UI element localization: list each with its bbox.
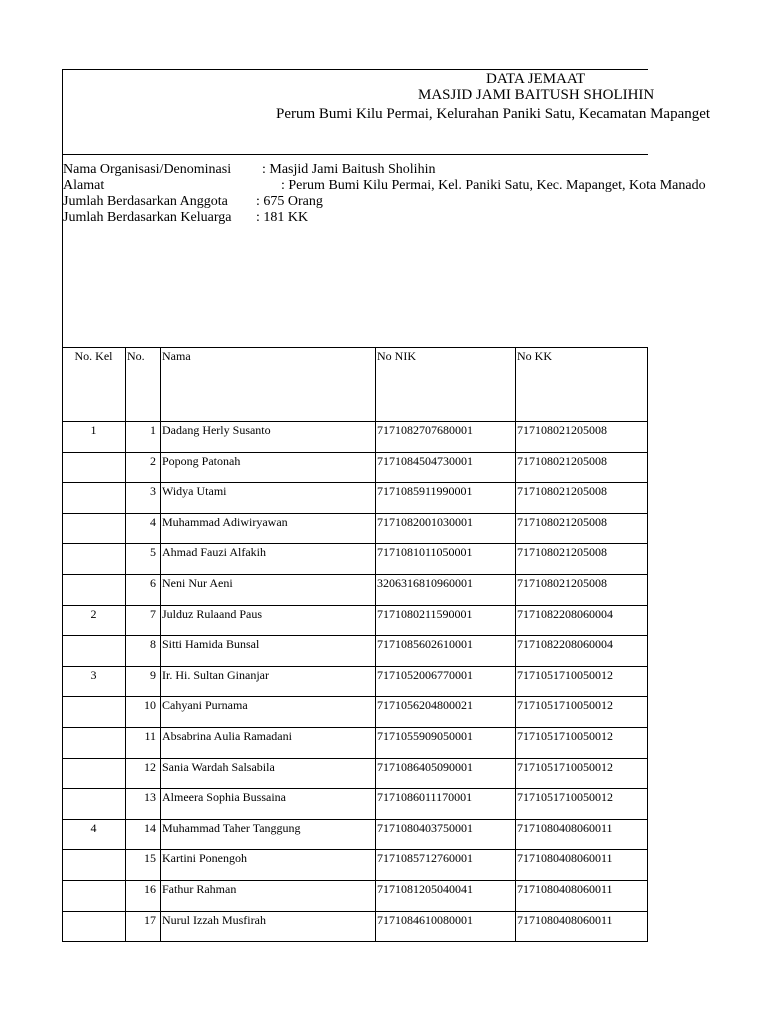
row-kk: 7171051710050012 <box>517 729 613 743</box>
document-title-block <box>62 70 711 154</box>
row-nama: Dadang Herly Susanto <box>162 423 271 437</box>
row-kk: 717108021205008 <box>517 515 607 529</box>
row-nama: Sitti Hamida Bunsal <box>162 637 260 651</box>
table-row-border <box>62 635 648 636</box>
org-label: Nama Organisasi/Denominasi <box>63 162 232 177</box>
row-nik: 7171056204800021 <box>377 698 473 712</box>
row-no-kel: 1 <box>90 423 97 437</box>
table-row-border <box>62 605 648 606</box>
row-nama: Neni Nur Aeni <box>162 576 233 590</box>
row-kk: 7171082208060004 <box>517 607 613 621</box>
table-row-border <box>62 666 648 667</box>
row-nama: Muhammad Taher Tanggung <box>162 821 301 835</box>
header-nik: No NIK <box>377 349 416 363</box>
row-no: 17 <box>144 913 156 927</box>
row-no: 10 <box>144 698 156 712</box>
row-nama: Nurul Izzah Musfirah <box>162 913 266 927</box>
row-nik: 7171085602610001 <box>377 637 473 651</box>
table-column-border <box>515 347 516 942</box>
row-no: 16 <box>144 882 156 896</box>
header-no-kel: No. Kel <box>74 349 113 363</box>
table-row-border <box>62 788 648 789</box>
families-value: : 181 KK <box>256 210 309 225</box>
row-nama: Muhammad Adiwiryawan <box>162 515 288 529</box>
table-top-border <box>62 347 648 348</box>
table-row-border <box>62 513 648 514</box>
row-nama: Almeera Sophia Bussaina <box>162 790 286 804</box>
header-kk: No KK <box>517 349 552 363</box>
row-nik: 7171086405090001 <box>377 760 473 774</box>
row-kk: 717108021205008 <box>517 423 607 437</box>
table-row-border <box>62 543 648 544</box>
row-kk: 7171080408060011 <box>517 913 613 927</box>
row-nik: 7171081205040041 <box>377 882 473 896</box>
row-no: 11 <box>144 729 156 743</box>
row-nama: Absabrina Aulia Ramadani <box>162 729 292 743</box>
row-nama: Cahyani Purnama <box>162 698 248 712</box>
address-value: : Perum Bumi Kilu Permai, Kel. Paniki Satu, Kec. Mapanget, Kota Manado <box>281 178 706 193</box>
table-row-border <box>62 696 648 697</box>
row-no: 8 <box>150 637 156 651</box>
row-nama: Kartini Ponengoh <box>162 851 247 865</box>
row-kk: 7171080408060011 <box>517 882 613 896</box>
table-row-border <box>62 482 648 483</box>
row-nama: Sania Wardah Salsabila <box>162 760 275 774</box>
table-row-border <box>62 727 648 728</box>
members-label: Jumlah Berdasarkan Anggota <box>63 194 228 209</box>
row-nik: 3206316810960001 <box>377 576 473 590</box>
row-no-kel: 4 <box>90 821 97 835</box>
row-kk: 717108021205008 <box>517 576 607 590</box>
row-nik: 7171084504730001 <box>377 454 473 468</box>
table-column-border <box>160 347 161 942</box>
org-value: : Masjid Jami Baitush Sholihin <box>262 162 436 177</box>
table-row-border <box>62 849 648 850</box>
row-nik: 7171085911990001 <box>377 484 473 498</box>
row-kk: 7171051710050012 <box>517 698 613 712</box>
row-nama: Fathur Rahman <box>162 882 237 896</box>
row-no: 13 <box>144 790 156 804</box>
row-no: 4 <box>150 515 156 529</box>
document-title: DATA JEMAAT <box>486 71 586 87</box>
row-nama: Popong Patonah <box>162 454 241 468</box>
row-no: 15 <box>144 851 156 865</box>
row-no-kel: 2 <box>90 607 97 621</box>
address-label: Alamat <box>63 178 105 193</box>
row-nik: 7171086011170001 <box>377 790 473 804</box>
row-nik: 7171055909050001 <box>377 729 473 743</box>
row-nik: 7171084610080001 <box>377 913 473 927</box>
row-kk: 717108021205008 <box>517 484 607 498</box>
table-row-border <box>62 758 648 759</box>
row-kk: 7171082208060004 <box>517 637 613 651</box>
row-kk: 7171080408060011 <box>517 851 613 865</box>
row-no: 1 <box>150 423 156 437</box>
row-nama: Ahmad Fauzi Alfakih <box>162 545 266 559</box>
table-row-border <box>62 574 648 575</box>
header-separator <box>62 154 648 155</box>
table-header-bottom-border <box>62 421 648 422</box>
row-no: 12 <box>144 760 156 774</box>
header-no: No. <box>127 349 145 363</box>
table-row-border <box>62 941 648 942</box>
families-label: Jumlah Berdasarkan Keluarga <box>63 210 232 225</box>
row-kk: 717108021205008 <box>517 545 607 559</box>
row-kk: 7171080408060011 <box>517 821 613 835</box>
row-kk: 717108021205008 <box>517 454 607 468</box>
row-no: 7 <box>150 607 156 621</box>
mosque-name: MASJID JAMI BAITUSH SHOLIHIN <box>418 87 655 103</box>
table-row-border <box>62 819 648 820</box>
row-kk: 7171051710050012 <box>517 760 613 774</box>
row-nik: 7171052006770001 <box>377 668 473 682</box>
row-nik: 7171080403750001 <box>377 821 473 835</box>
table-row-border <box>62 911 648 912</box>
row-no: 9 <box>150 668 156 682</box>
header-nama: Nama <box>162 349 191 363</box>
row-nama: Ir. Hi. Sultan Ginanjar <box>162 668 269 682</box>
mosque-address: Perum Bumi Kilu Permai, Kelurahan Paniki Satu, Kecamatan Mapanget <box>276 106 711 122</box>
row-no: 3 <box>150 484 156 498</box>
row-no: 5 <box>150 545 156 559</box>
table-row-border <box>62 880 648 881</box>
row-nama: Julduz Rulaand Paus <box>162 607 262 621</box>
row-no-kel: 3 <box>90 668 97 682</box>
members-value: : 675 Orang <box>256 194 323 209</box>
row-kk: 7171051710050012 <box>517 790 613 804</box>
row-nik: 7171082001030001 <box>377 515 473 529</box>
row-no: 14 <box>144 821 156 835</box>
row-no: 2 <box>150 454 156 468</box>
table-row-border <box>62 452 648 453</box>
row-nik: 7171080211590001 <box>377 607 473 621</box>
row-nik: 7171085712760001 <box>377 851 473 865</box>
table-column-border <box>647 347 648 942</box>
row-kk: 7171051710050012 <box>517 668 613 682</box>
table-column-border <box>62 347 63 942</box>
row-nik: 7171081011050001 <box>377 545 473 559</box>
row-no: 6 <box>150 576 156 590</box>
table-column-border <box>375 347 376 942</box>
row-nik: 7171082707680001 <box>377 423 473 437</box>
row-nama: Widya Utami <box>162 484 227 498</box>
